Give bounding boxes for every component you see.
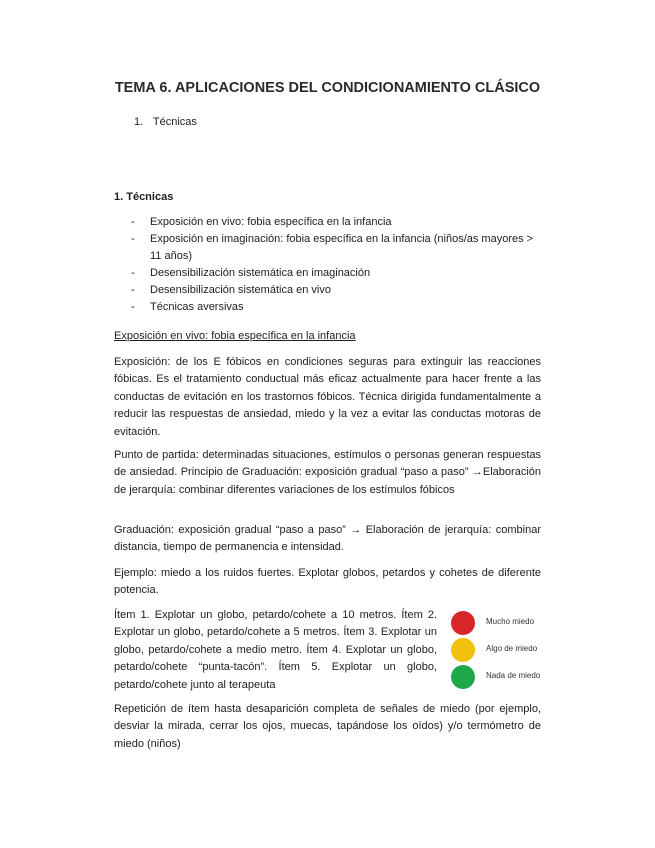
list-item: - Desensibilización sistemática en vivo	[114, 282, 544, 299]
page-title: TEMA 6. APLICACIONES DEL CONDICIONAMIENTO CLÁSICO	[114, 80, 541, 96]
paragraph-ejemplo: Ejemplo: miedo a los ruidos fuertes. Explotar globos, petardos y cohetes de diferente potencia.	[114, 567, 541, 597]
legend-label: Algo de miedo	[486, 644, 538, 653]
toc-item-number: 1.	[134, 116, 144, 128]
paragraph-exposicion: Exposición: de los E fóbicos en condiciones seguras para extinguir las reacciones fóbicas. Es el tratamiento conductual más eficaz actualmente para hacer frente a las conductas de evitación en los trastornos fóbicos. Técnica dirigida fundamentalmente a reducir las respuestas de ansiedad, miedo y la vez a evitar las conductas motoras de evitación.	[114, 356, 541, 438]
techniques-list	[114, 214, 544, 316]
paragraph-punto-partida: Punto de partida: determinadas situaciones, estímulos o personas generan respuestas de ansiedad. Principio de Graduación: exposición gradual “paso a paso” →Elaboración de jerarquía: combinar diferentes variaciones de los estímulos fóbicos	[114, 449, 541, 496]
legend-row	[449, 637, 549, 664]
green-dot-icon	[451, 665, 475, 689]
red-dot-icon	[451, 611, 475, 635]
paragraph-repeticion: Repetición de ítem hasta desaparición completa de señales de miedo (por ejemplo, desviar la mirada, cerrar los ojos, muecas, tapándose los oídos) y/o termómetro de miedo (niños)	[114, 703, 541, 750]
legend-row	[449, 664, 549, 691]
paragraph-items: Ítem 1. Explotar un globo, petardo/cohete a 10 metros. Ítem 2. Explotar un globo, petardo/cohete a 5 metros. Ítem 3. Explotar un globo, petardo/cohete a medio metro. Ítem 4. Explotar un globo, petardo/cohete “punta-tacón”. Ítem 5. Explotar un globo, petardo/cohete junto al terapeuta	[114, 609, 437, 691]
legend-row	[449, 610, 549, 637]
list-item: - Exposición en vivo: fobia específica en la infancia	[114, 214, 544, 231]
list-item: - Técnicas aversivas	[114, 299, 544, 316]
paragraph-graduacion: Graduación: exposición gradual “paso a paso” → Elaboración de jerarquía: combinar distancia, tiempo de permanencia e intensidad.	[114, 524, 541, 554]
toc-item-label: Técnicas	[152, 116, 197, 128]
legend-label: Nada de miedo	[486, 671, 541, 680]
table-of-contents	[134, 116, 197, 128]
list-item: - Desensibilización sistemática en imaginación	[114, 265, 544, 282]
subsection-heading: Exposición en vivo: fobia específica en la infancia	[114, 330, 356, 342]
fear-thermometer-legend	[449, 610, 549, 691]
legend-label: Mucho miedo	[486, 617, 535, 626]
yellow-dot-icon	[451, 638, 475, 662]
section-heading: 1. Técnicas	[114, 191, 174, 203]
list-item: - Exposición en imaginación: fobia específica en la infancia (niños/as mayores > 11 años)	[114, 231, 544, 265]
